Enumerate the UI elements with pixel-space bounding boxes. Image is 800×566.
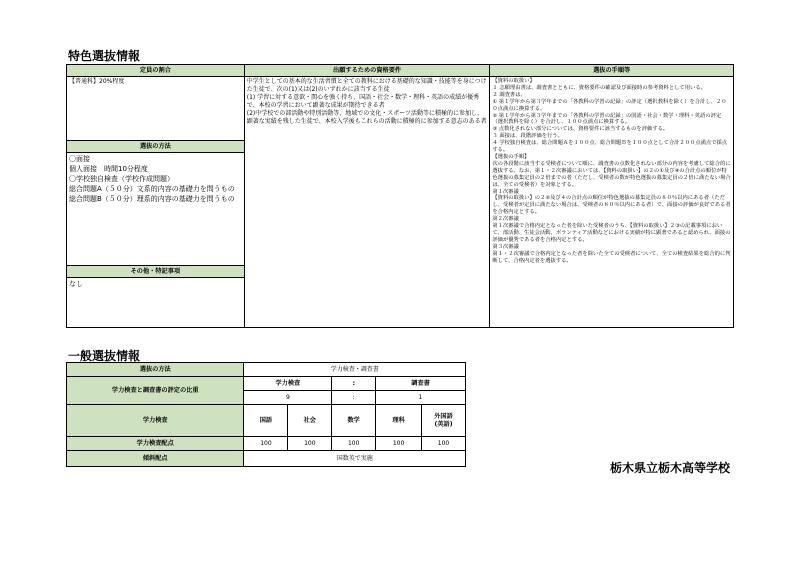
points-label: 学力検査配点 [67,437,244,451]
points-social: 100 [288,437,332,451]
procedure-text: 【資料の取扱い】 １ 志願理由書は、調査書とともに、資格要件の確認及び面接時の参考資料として用いる。 ２ 調査書は、 ① 第１学年から第３学年までの「各教科の学習の記録」の評定（選択教科を除く）を合計し、２００点満点に換算する。 ② 第１学年から第３学年までの「各教科の学習の記録」の国語・社会・数学・理科・英語の評定（選択教科を除く）を合計し、１００点満点に換算する。 ③ 点数化されない部分については、資格要件に該当するものを評価する。 ３ 面接は、段階評価を行う。 ４ 学校独自検査は、総合問題Ａを１００点、総合問題Ｂを１００点として合計２００点満点で採点する。 【選抜の手順】 次の各段階に該当する受検者について順に、調査書の点数化されない部分の内容を考慮して総合的に選抜する。なお、第１・２次審議においては、【資料の取扱い】の２の①及び④の合計点の順位が特色選抜の募集定員の２倍までの者（ただし、受検者の数が特色選抜の募集定員の２倍に満たない場合は、全ての受検者）を対象とする。 第１次審議 【資料の取扱い】の２②及び４の合計点の順位が特色選抜の募集定員の８０％以内にある者（ただし、受検者が定員に満たない場合は、受検者の８０％以内にある者）で、面接の評価が良好である者を合格内定とする。 第２次審議 第１次審議で合格内定となった者を除いた受検者のうち、【資料の取扱い】２③の記載事項において、部活動、生徒会活動、ボランティア活動などにおける実績が特に顕著であると認められ、面接の評価が優秀である者を合格内定とする。 第３次審議 第１・２次審議で合格内定となった者を除いた全ての受検者について、全ての検査結果を総合的に判断して、合格内定者を選抜する。 [490,77,734,328]
ratio-header-report: 調査書 [376,377,466,391]
capacity-header: 定員の割合 [67,65,245,77]
other-header: その他・特記事項 [67,266,245,278]
ippan-table [66,362,466,467]
subject-english: 外国語 (英語) [422,405,466,437]
tokushoku-table [66,64,734,328]
points-english: 100 [422,437,466,451]
qualification-text: 中学生としての基本的な生活習慣と全ての教科における基礎的な知識・技能等を身につけた生徒で、次の(1)又は(2)のいずれかに該当する生徒 (1) 学習に対する意欲・関心を強く持ち、国語・社会・数学・理科・英語の成績が優秀で、本校の学習において顕著な成果が期待できる者 (2)中学校での部活動や特別活動等、地域での文化・スポーツ活動等に積極的に参加し、顕著な実績を残した生徒で、本校入学後もこれらの活動に積極的に参加する意志のある者 [244,77,490,328]
ratio-label: 学力検査と調査書の評定の比重 [67,377,244,405]
ippan-title: 一般選抜情報 [68,349,141,363]
points-japanese: 100 [244,437,288,451]
qualification-header: 出願するための資格要件 [244,65,490,77]
ratio-value-report: 1 [376,391,466,405]
subject-science: 理科 [376,405,422,437]
method-header: 選抜の方法 [67,141,245,153]
ippan-method-value: 学力検査・調査書 [244,363,466,377]
tilt-value: 国数英で実施 [244,451,466,467]
school-name: 栃木県立栃木高等学校 [609,461,730,475]
ratio-header-exam: 学力検査 [244,377,332,391]
subject-math: 数学 [332,405,376,437]
ratio-value-exam: 9 [244,391,332,405]
points-science: 100 [376,437,422,451]
subjects-label: 学力検査 [67,405,244,437]
capacity-value: 【普通科】20%程度 [67,77,245,141]
ratio-header-sep: : [332,377,376,391]
ratio-value-sep: : [332,391,376,405]
tokushoku-title: 特色選抜情報 [68,49,141,63]
tilt-label: 傾斜配点 [67,451,244,467]
points-math: 100 [332,437,376,451]
subject-japanese: 国語 [244,405,288,437]
method-text: 〇面接 個人面接 時間10分程度 〇学校独自検査（学校作成問題） 総合問題A（５０分）文系的内容の基礎力を問うもの 総合問題B（５０分）理系的内容の基礎力を問うもの [67,153,245,266]
ippan-method-label: 選抜の方法 [67,363,244,377]
procedure-header: 選抜の手順等 [490,65,734,77]
subject-social: 社会 [288,405,332,437]
other-text: なし [67,278,245,328]
